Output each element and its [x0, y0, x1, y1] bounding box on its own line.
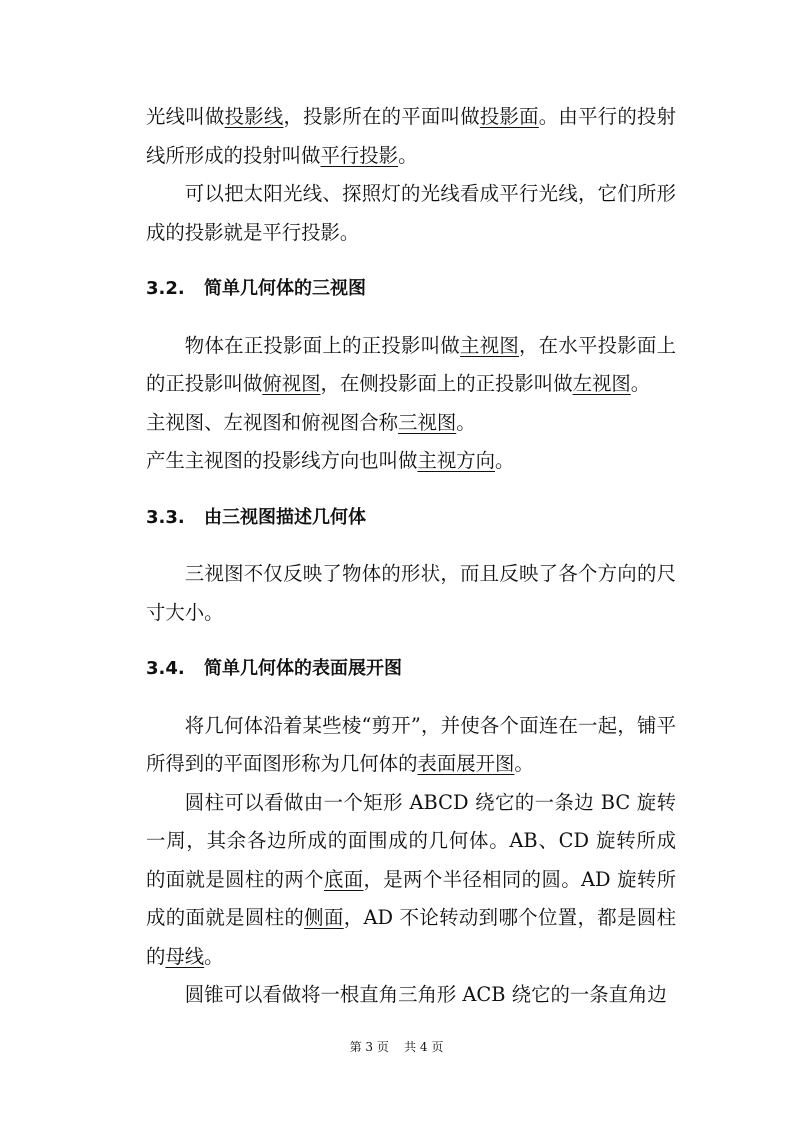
paragraph-surface-development — [146, 707, 676, 784]
text: 产生主视图的投影线方向也叫做 — [146, 449, 418, 472]
paragraph-main-view-direction — [146, 442, 676, 481]
section-heading-3-4 — [146, 650, 676, 689]
page-footer: 第 3 页 共 4 页 — [349, 1040, 444, 1054]
term-three-views: 三视图 — [398, 410, 457, 434]
section-title: 简单几何体的表面展开图 — [204, 658, 402, 679]
text: 。 — [456, 410, 476, 434]
text: ，AD 不论转动到哪个位置，都是圆柱的 — [146, 906, 677, 968]
term-main-view-direction: 主视方向 — [417, 449, 496, 472]
paragraph-sunlight: 可以把太阳光线、探照灯的光线看成平行光线，它们所形成的投影就是平行投影。 — [146, 182, 676, 244]
term-generatrix: 母线 — [165, 944, 205, 968]
section-title: 由三视图描述几何体 — [204, 506, 366, 528]
section-number: 3.3. — [146, 506, 185, 528]
section-number: 3.2. — [146, 278, 185, 299]
text: 光线叫做 — [146, 105, 225, 128]
text: 。 — [514, 752, 534, 775]
text: 。 — [204, 944, 224, 968]
term-left-view: 左视图 — [572, 372, 631, 395]
text: ，投影所在的平面叫做 — [283, 105, 480, 128]
term-parallel-projection: 平行投影 — [320, 143, 399, 167]
text: 圆柱可以看做由一个矩形 ABCD 绕它的一条边 BC 旋转一周，其余各边所成的面围成的几何体。AB、CD 旋转所成的面就是圆柱的两个 — [146, 790, 676, 891]
paragraph-three-views — [146, 327, 676, 404]
text: 。 — [495, 449, 515, 472]
term-base: 底面 — [323, 867, 364, 891]
term-front-view: 主视图 — [460, 333, 520, 357]
term-surface-development: 表面展开图 — [417, 752, 515, 775]
text: 主视图、左视图和俯视图合称 — [146, 410, 399, 434]
text: 。 — [630, 372, 651, 395]
paragraph-cone: 圆锥可以看做将一根直角三角形 ACB 绕它的一条直角边 — [184, 983, 667, 1006]
text: 。 — [398, 143, 418, 167]
text: 物体在正投影面上的正投影叫做 — [184, 333, 461, 357]
paragraph-cylinder — [146, 784, 676, 977]
paragraph-projection-lines — [146, 98, 676, 175]
section-heading-3-3 — [146, 499, 676, 538]
paragraph-three-views-term — [146, 404, 676, 443]
term-top-view: 俯视图 — [262, 372, 321, 395]
text: 将几何体沿着某些棱“剪开”，并使各个面连在一起，铺平所得到的平面图形称为几何体的 — [146, 713, 676, 775]
section-title: 简单几何体的三视图 — [204, 278, 366, 299]
text: ，在水平投影面上的正投影叫做 — [146, 333, 677, 395]
paragraph-three-views-meaning: 三视图不仅反映了物体的形状，而且反映了各个方向的尺寸大小。 — [146, 562, 676, 624]
term-projection-line: 投影线 — [224, 105, 284, 128]
text: ，是两个半径相同的圆。AD 旋转所成的面就是圆柱的 — [146, 867, 677, 929]
page-content — [146, 98, 676, 1015]
section-number: 3.4. — [146, 658, 185, 679]
term-lateral-surface: 侧面 — [304, 906, 344, 929]
text: 。由平行的投射线所形成的投射叫做 — [146, 105, 677, 167]
text: ，在侧投影面上的正投影叫做 — [320, 372, 573, 395]
term-projection-plane: 投影面 — [479, 105, 539, 128]
section-heading-3-2 — [146, 270, 676, 309]
